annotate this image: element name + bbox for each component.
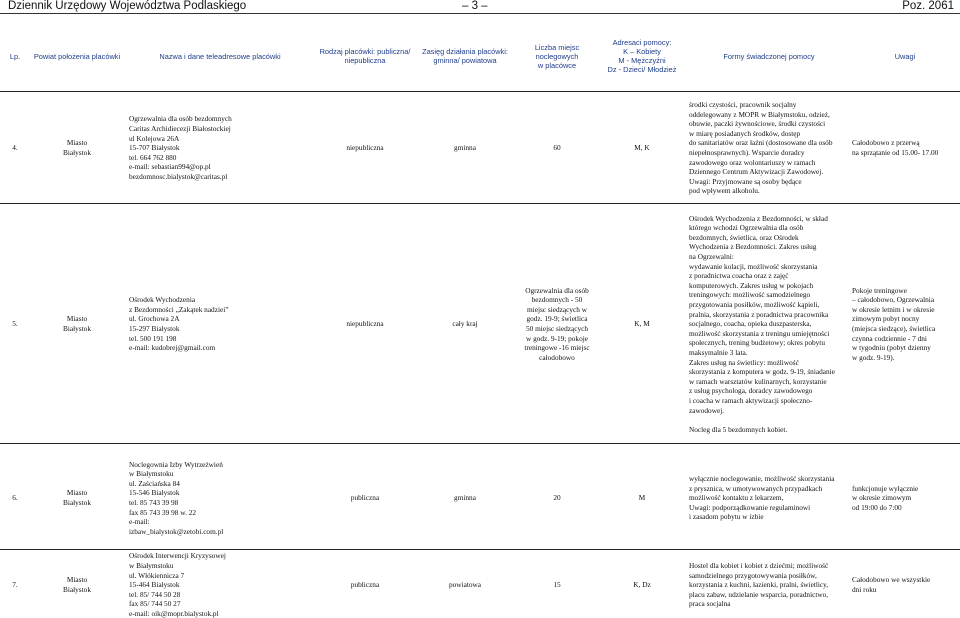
position-number: Poz. 2061 [902,0,954,12]
cell-rodzaj: publiczna [350,580,380,590]
cell-lp: 7. [12,580,18,590]
cell-zasieg: gminna [454,143,476,153]
column-header-adresaci: Adresaci pomocy: K – Kobiety M - Mężczyźni Dz - Dzieci/ Młodzież [607,38,677,74]
cell-miejsca: Ogrzewalnia dla osób bezdomnych - 50 miejsc siedzących w godz. 19-9; świetlica 50 miejsc siedzących w godz. 9-19; pokoje treningowe -16 miejsc całodobowo [524,285,590,362]
column-header-uwagi: Uwagi [894,51,916,61]
cell-lp: 4. [12,143,18,153]
column-header-powiat: Powiat położenia placówki [33,51,121,61]
cell-zasieg: cały kraj [452,319,478,329]
cell-powiat: Miasto Białystok [63,138,91,157]
cell-miejsca: 60 [553,143,561,153]
page-number: – 3 – [462,0,488,12]
cell-formy: środki czystości, pracownik socjalny oddelegowany z MOPR w Białymstoku, odzież, obuwie, paczki żywnościowe, środki czystości w miarę posiadanych środków, dostęp do sanitariatów oraz łaźni (dostosowane dla osób niepełnosprawnych). Wsparcie doradcy zawodowego oraz wolontariuszy w ramach Dziennego Centrum Aktywizacji Zawodowej. Uwagi: Przyjmowane są osoby będące pod wpływem alkoholu. [689,100,833,196]
cell-adresaci: K, M [634,319,650,329]
row-divider [0,443,960,444]
row-divider [0,549,960,550]
cell-uwagi: Całodobowo z przerwą na sprzątanie od 15.00- 17.00 [852,138,939,157]
column-header-miejsca: Liczba miejsc noclegowych w placówce [534,42,580,70]
cell-rodzaj: niepubliczna [346,319,384,329]
cell-lp: 5. [12,319,18,329]
row-divider [0,203,960,204]
cell-adresaci: K, Dz [633,580,651,590]
cell-lp: 6. [12,493,18,503]
column-header-rodzaj: Rodzaj placówki: publiczna/ niepubliczna [319,47,411,65]
row-divider [0,91,960,92]
cell-nazwa: Ośrodek Wychodzenia z Bezdomności „Zakątek nadziei” ul. Grochowa 2A 15-297 Białystok tel. 500 191 198 e-mail: kudobrej@gmail.com [129,295,229,353]
cell-miejsca: 15 [553,580,561,590]
cell-zasieg: powiatowa [448,580,482,590]
column-header-zasieg: Zasięg działania placówki: gminna/ powiatowa [422,47,508,65]
column-header-nazwa: Nazwa i dane teleadresowe placówki [159,51,281,61]
cell-miejsca: 20 [553,493,561,503]
cell-adresaci: M, K [634,143,650,153]
cell-nazwa: Ośrodek Interwencji Kryzysowej w Białymstoku ul. Włókiennicza 7 15-464 Białystok tel. 85/ 744 50 28 fax 85/ 744 50 27 e-mail: oik@mopr.bialystok.pl [129,552,226,618]
cell-rodzaj: publiczna [350,493,380,503]
cell-powiat: Miasto Białystok [63,314,91,333]
column-header-formy: Formy świadczonej pomocy [723,51,815,61]
cell-nazwa: Ogrzewalnia dla osób bezdomnych Caritas Archidiecezji Białostockiej ul Kolejowa 26A 15-707 Białystok tel. 664 762 880 e-mail: sebastian994@op.pl bezdomnosc.bialystok@caritas.pl [129,114,232,181]
cell-nazwa: Noclegownia Izby Wytrzeźwień w Białymstoku ul. Zaściańska 84 15-546 Białystok tel. 85 743 39 98 fax 85 743 39 98 w. 22 e-mail: izbaw_bialystok@zetobi.com.pl [129,459,224,536]
cell-zasieg: gminna [454,493,476,503]
cell-formy: Hostel dla kobiet i kobiet z dziećmi; możliwość samodzielnego przygotowywania posiłków, korzystania z kuchni, łazienki, pralni, świetlicy, placu zabaw, udzielanie wsparcia, poradnictwo, praca socjalna [689,561,829,609]
cell-formy: wyłącznie noclegowanie, możliwość skorzystania z prysznica, w umotywowanych przypadkach możliwość kontaktu z lekarzem, Uwagi: podporządkowanie regulaminowi i zasadom pobytu w izbie [689,474,835,522]
column-header-lp: Lp. [9,51,21,61]
cell-formy: Ośrodek Wychodzenia z Bezdomności, w skład którego wchodzi Ogrzewalnia dla osób bezdomnych, świetlica, oraz Ośrodek Wychodzenia z Bezdomności. Zakres usług na Ogrzewalni: wydawanie kolacji, możliwość skorzystania z poradnictwa coacha oraz z zajęć komputerowych. Zakres usług w pokojach treningowych: możliwość samodzielnego przygotowania posiłków, możliwość kąpieli, pralnia, skorzystania z poradnictwa pracownika socjalnego, coacha, opieka duszpasterska, możliwość skorzystania z treningu umiejętności społecznych, trening budżetowy; okres pobytu maksymalnie 3 lata. Zakres usług na świetlicy: możliwość skorzystania z komputera w godz. 9-19, śniadanie w ramach warsztatów kulinarnych, korzystanie z usług psychologa, doradcy zawodowego i coacha w ramach aktywizacji społeczno- zawodowej. Nocleg dla 5 bezdomnych kobiet. [689,213,835,434]
journal-title: Dziennik Urzędowy Województwa Podlaskiego [8,0,247,12]
running-header [0,0,960,14]
header-rule [0,13,960,14]
cell-powiat: Miasto Białystok [63,575,91,594]
cell-powiat: Miasto Białystok [63,488,91,507]
cell-rodzaj: niepubliczna [346,143,384,153]
cell-uwagi: Pokoje treningowe – całodobowo, Ogrzewalnia w okresie letnim i w okresie zimowym pobyt nocny (miejsca siedzące), świetlica czynna codziennie - 7 dni w tygodniu (pobyt dzienny w godz. 9-19). [852,285,936,362]
cell-adresaci: M [638,493,646,503]
cell-uwagi: Całodobowo we wszystkie dni roku [852,575,931,594]
cell-uwagi: funkcjonuje wyłącznie w okresie zimowym od 19:00 do 7:00 [852,483,919,512]
